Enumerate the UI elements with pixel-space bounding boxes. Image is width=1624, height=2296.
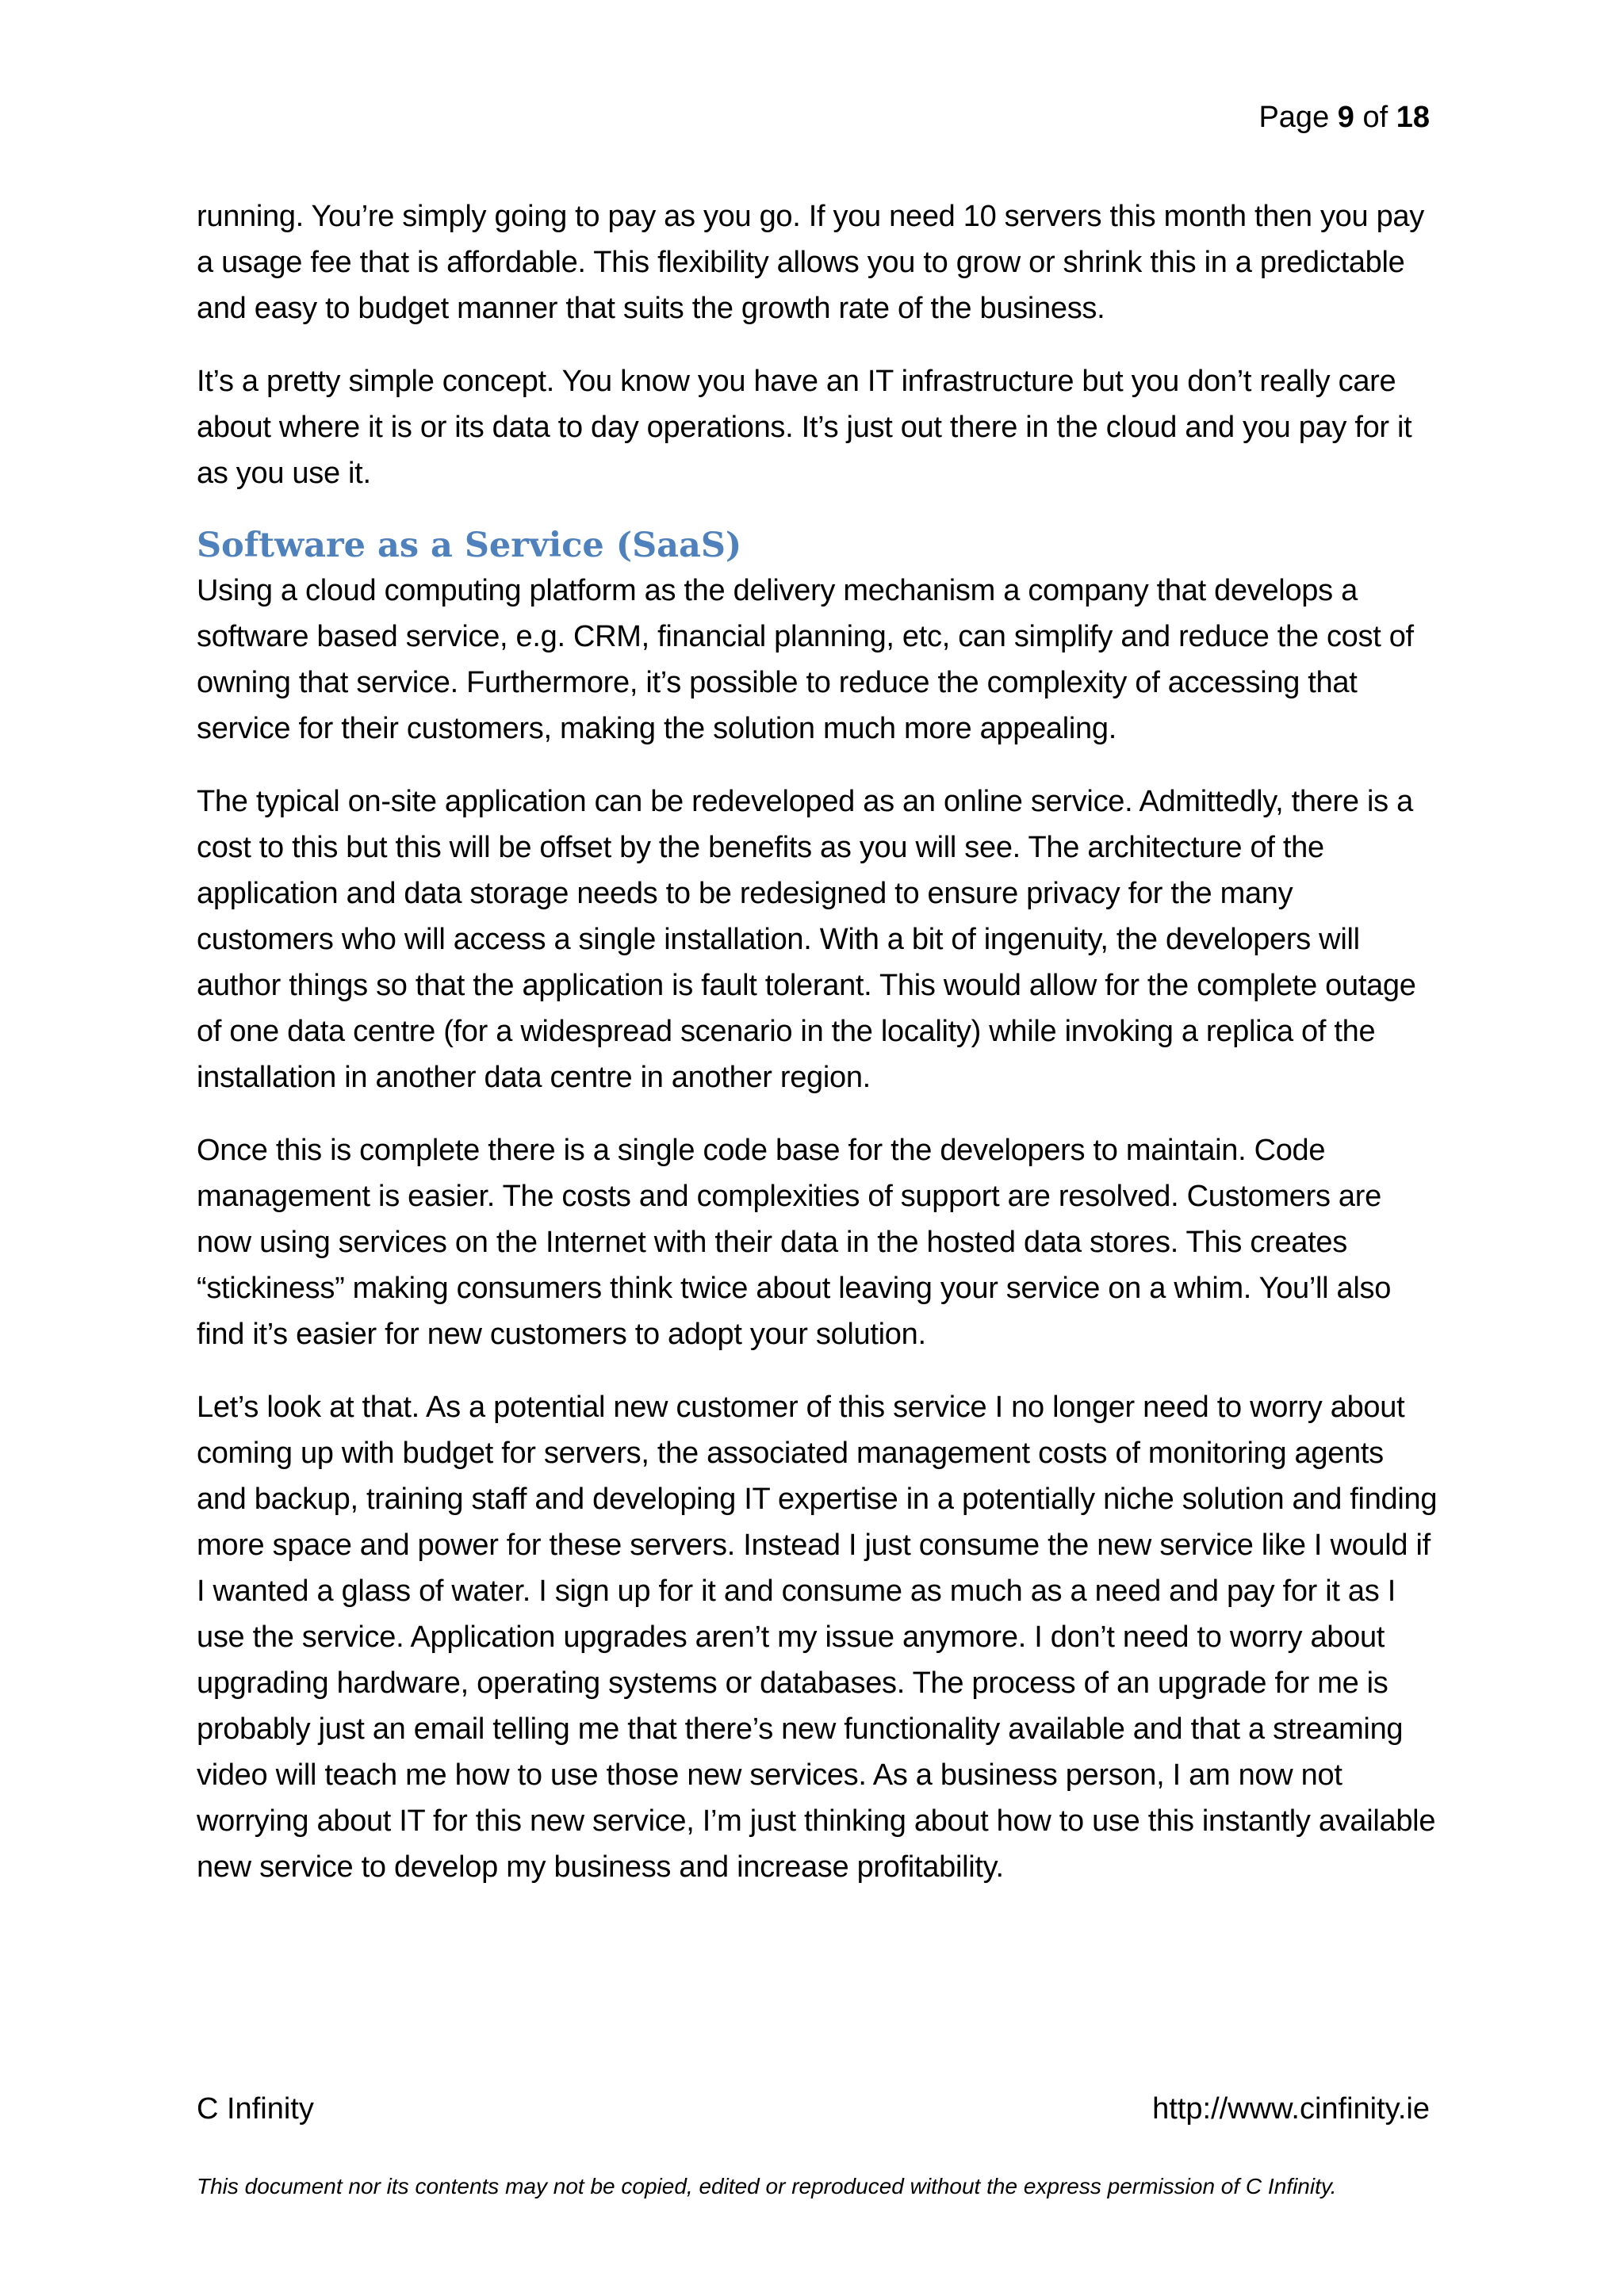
page-number-current: 9	[1337, 101, 1354, 134]
paragraph: Using a cloud computing platform as the delivery mechanism a company that develops a software based service, e.g. CRM, financial planning, etc, can simplify and reduce the cost of owning that service. Furthermore, it’s possible to reduce the complexity of accessing that service for their customers, making the solution much more appealing.	[197, 574, 1414, 745]
footer-company: C Infinity	[197, 2092, 314, 2126]
footer-url: http://www.cinfinity.ie	[1152, 2092, 1430, 2126]
paragraph: Once this is complete there is a single code base for the developers to maintain. Code management is easier. The costs and complexities of support are resolved. Customers are now using services on the Internet with their data in the hosted data stores. This creates “stickiness” making consumers think twice about leaving your service on a whim. You’ll also find it’s easier for new customers to adopt your solution.	[197, 1134, 1392, 1351]
page-number-prefix: Page	[1258, 101, 1338, 134]
paragraph: The typical on-site application can be redeveloped as an online service. Admittedly, there is a cost to this but this will be offset by the benefits as you will see. The architecture of the application and data storage needs to be redesigned to ensure privacy for the many customers who will access a single installation. With a bit of ingenuity, the developers will author things so that the application is fault tolerant. This would allow for the complete outage of one data centre (for a widespread scenario in the locality) while invoking a replica of the installation in another data centre in another region.	[197, 785, 1416, 1094]
footer-disclaimer: This document nor its contents may not be copied, edited or reproduced without the express permission of C Infinity.	[197, 2174, 1337, 2198]
page-number	[1258, 98, 1430, 136]
paragraph: It’s a pretty simple concept. You know you have an IT infrastructure but you don’t really care about where it is or its data to day operations. It’s just out there in the cloud and you pay for it as you use it.	[197, 365, 1412, 490]
paragraph: Let’s look at that. As a potential new customer of this service I no longer need to worry about coming up with budget for servers, the associated management costs of monitoring agents and backup, training staff and developing IT expertise in a potentially niche solution and finding more space and power for these servers. Instead I just consume the new service like I would if I wanted a glass of water. I sign up for it and consume as much as a need and pay for it as I use the service. Application upgrades aren’t my issue anymore. I don’t need to worry about upgrading hardware, operating systems or databases. The process of an upgrade for me is probably just an email telling me that there’s new functionality available and that a streaming video will teach me how to use those new services. As a business person, I am now not worrying about IT for this new service, I’m just thinking about how to use this instantly available new service to develop my business and increase profitability.	[197, 1391, 1438, 1884]
document-body	[197, 193, 1438, 1917]
page-number-total: 18	[1396, 101, 1430, 134]
paragraph: running. You’re simply going to pay as you go. If you need 10 servers this month then you pay a usage fee that is affordable. This flexibility allows you to grow or shrink this in a predictable and easy to budget manner that suits the growth rate of the business.	[197, 200, 1424, 325]
page-number-of: of	[1354, 101, 1396, 134]
section-heading: Software as a Service (SaaS)	[197, 526, 742, 565]
